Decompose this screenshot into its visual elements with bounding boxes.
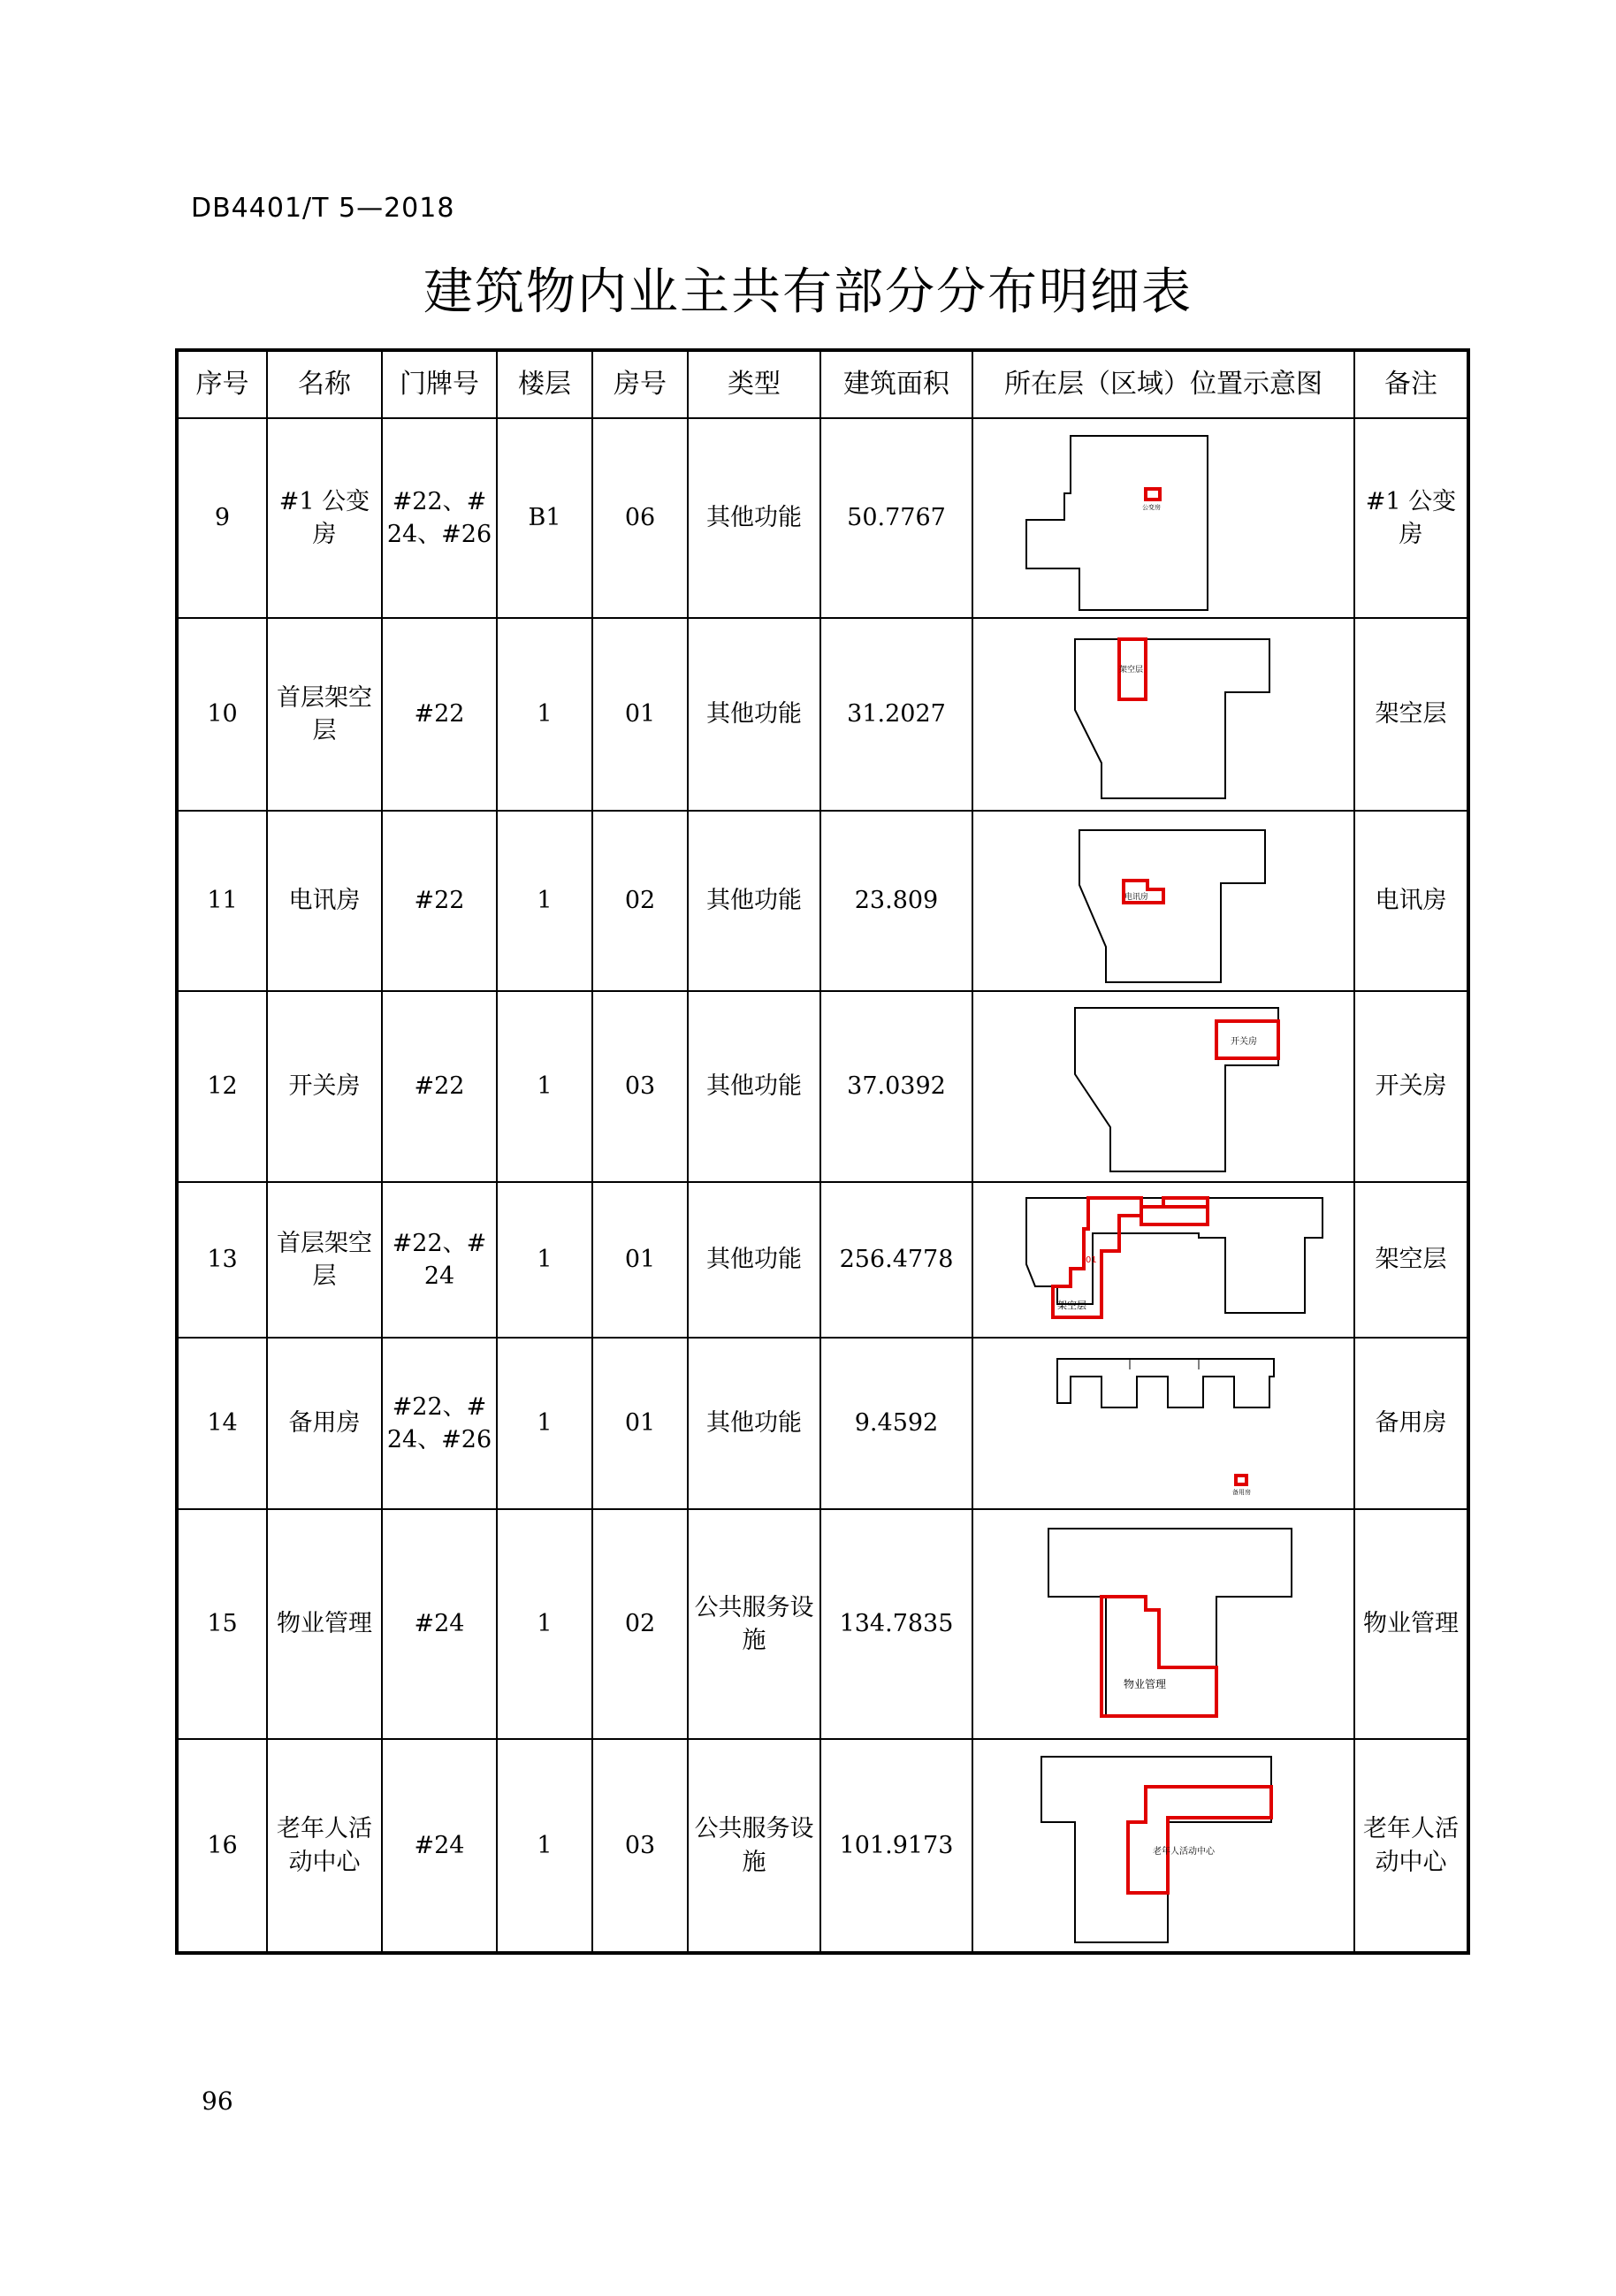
cell-door: #22、#24、#26	[382, 418, 497, 618]
diagram-room-label: 老年人活动中心	[1153, 1846, 1215, 1857]
header-cell-no: 序号	[177, 350, 267, 418]
cell-diagram	[972, 1182, 1354, 1338]
cell-door: #22	[382, 811, 497, 991]
header-cell-type: 类型	[688, 350, 820, 418]
cell-floor: 1	[497, 1509, 592, 1739]
floor-plan-diagram	[987, 1341, 1340, 1506]
cell-floor: 1	[497, 1338, 592, 1509]
diagram-room-label: 架空层	[1057, 1300, 1086, 1311]
cell-no: 16	[177, 1739, 267, 1953]
table-row	[177, 1182, 1468, 1338]
cell-area: 31.2027	[820, 618, 972, 811]
floor-plan-diagram	[987, 1513, 1340, 1735]
cell-name: 电讯房	[267, 811, 382, 991]
header-cell-note: 备注	[1354, 350, 1468, 418]
cell-floor: 1	[497, 811, 592, 991]
cell-note: 老年人活动中心	[1354, 1739, 1468, 1953]
cell-type: 其他功能	[688, 1338, 820, 1509]
cell-type: 其他功能	[688, 1182, 820, 1338]
document-code: DB4401/T 5—2018	[191, 193, 455, 224]
cell-type: 其他功能	[688, 618, 820, 811]
diagram-room-label: 开关房	[1231, 1037, 1257, 1047]
cell-name: 开关房	[267, 991, 382, 1182]
cell-room: 02	[592, 1509, 688, 1739]
cell-room: 03	[592, 991, 688, 1182]
diagram-room-label: 备用房	[1232, 1489, 1251, 1496]
cell-area: 134.7835	[820, 1509, 972, 1739]
cell-diagram	[972, 618, 1354, 811]
table-row	[177, 1509, 1468, 1739]
cell-area: 37.0392	[820, 991, 972, 1182]
diagram-room-sublabel: 01	[1086, 1255, 1097, 1265]
cell-diagram	[972, 1509, 1354, 1739]
cell-name: 物业管理	[267, 1509, 382, 1739]
cell-type: 其他功能	[688, 991, 820, 1182]
cell-room: 03	[592, 1739, 688, 1953]
cell-type: 公共服务设施	[688, 1739, 820, 1953]
cell-room: 06	[592, 418, 688, 618]
cell-door: #24	[382, 1509, 497, 1739]
cell-door: #22	[382, 618, 497, 811]
cell-note: 电讯房	[1354, 811, 1468, 991]
header-cell-floor: 楼层	[497, 350, 592, 418]
floor-plan-diagram	[987, 814, 1340, 988]
floor-plan-diagram	[987, 1743, 1340, 1949]
header-cell-door: 门牌号	[382, 350, 497, 418]
diagram-room-label: 电讯房	[1124, 893, 1149, 902]
cell-floor: 1	[497, 618, 592, 811]
cell-diagram	[972, 1338, 1354, 1509]
cell-diagram	[972, 991, 1354, 1182]
cell-note: 备用房	[1354, 1338, 1468, 1509]
cell-room: 01	[592, 618, 688, 811]
cell-area: 50.7767	[820, 418, 972, 618]
floor-plan-diagram	[987, 423, 1340, 614]
cell-note: 物业管理	[1354, 1509, 1468, 1739]
table-row	[177, 618, 1468, 811]
cell-door: #22、#24、#26	[382, 1338, 497, 1509]
page-number: 96	[202, 2086, 233, 2116]
common-area-table	[175, 348, 1470, 1955]
cell-diagram	[972, 418, 1354, 618]
cell-room: 02	[592, 811, 688, 991]
cell-name: #1 公变房	[267, 418, 382, 618]
cell-floor: 1	[497, 1182, 592, 1338]
table-row	[177, 418, 1468, 618]
cell-room: 01	[592, 1182, 688, 1338]
cell-floor: 1	[497, 1739, 592, 1953]
cell-note: #1 公变房	[1354, 418, 1468, 618]
cell-no: 11	[177, 811, 267, 991]
header-cell-diagram: 所在层（区域）位置示意图	[972, 350, 1354, 418]
cell-door: #22、#24	[382, 1182, 497, 1338]
cell-no: 12	[177, 991, 267, 1182]
cell-door: #22	[382, 991, 497, 1182]
table-row	[177, 1739, 1468, 1953]
cell-no: 9	[177, 418, 267, 618]
header-cell-room: 房号	[592, 350, 688, 418]
cell-floor: 1	[497, 991, 592, 1182]
cell-no: 15	[177, 1509, 267, 1739]
diagram-room-label: 物业管理	[1124, 1678, 1167, 1690]
floor-plan-diagram	[987, 622, 1340, 807]
cell-diagram	[972, 1739, 1354, 1953]
diagram-room-label: 公变房	[1142, 504, 1161, 511]
cell-note: 开关房	[1354, 991, 1468, 1182]
cell-no: 14	[177, 1338, 267, 1509]
cell-type: 其他功能	[688, 811, 820, 991]
table-row	[177, 811, 1468, 991]
cell-diagram	[972, 811, 1354, 991]
cell-no: 13	[177, 1182, 267, 1338]
cell-name: 老年人活动中心	[267, 1739, 382, 1953]
cell-area: 23.809	[820, 811, 972, 991]
header-cell-area: 建筑面积	[820, 350, 972, 418]
cell-room: 01	[592, 1338, 688, 1509]
floor-plan-diagram	[987, 1185, 1340, 1335]
cell-area: 256.4778	[820, 1182, 972, 1338]
cell-no: 10	[177, 618, 267, 811]
table-row	[177, 1338, 1468, 1509]
header-cell-name: 名称	[267, 350, 382, 418]
cell-area: 9.4592	[820, 1338, 972, 1509]
cell-name: 首层架空层	[267, 1182, 382, 1338]
cell-note: 架空层	[1354, 1182, 1468, 1338]
table-row	[177, 991, 1468, 1182]
table-header-row	[177, 350, 1468, 418]
cell-type: 公共服务设施	[688, 1509, 820, 1739]
cell-floor: B1	[497, 418, 592, 618]
floor-plan-diagram	[987, 995, 1340, 1179]
cell-name: 首层架空层	[267, 618, 382, 811]
diagram-room-label: 架空层	[1119, 666, 1144, 675]
cell-door: #24	[382, 1739, 497, 1953]
cell-note: 架空层	[1354, 618, 1468, 811]
cell-name: 备用房	[267, 1338, 382, 1509]
cell-type: 其他功能	[688, 418, 820, 618]
cell-area: 101.9173	[820, 1739, 972, 1953]
page-title: 建筑物内业主共有部分分布明细表	[423, 263, 1193, 321]
